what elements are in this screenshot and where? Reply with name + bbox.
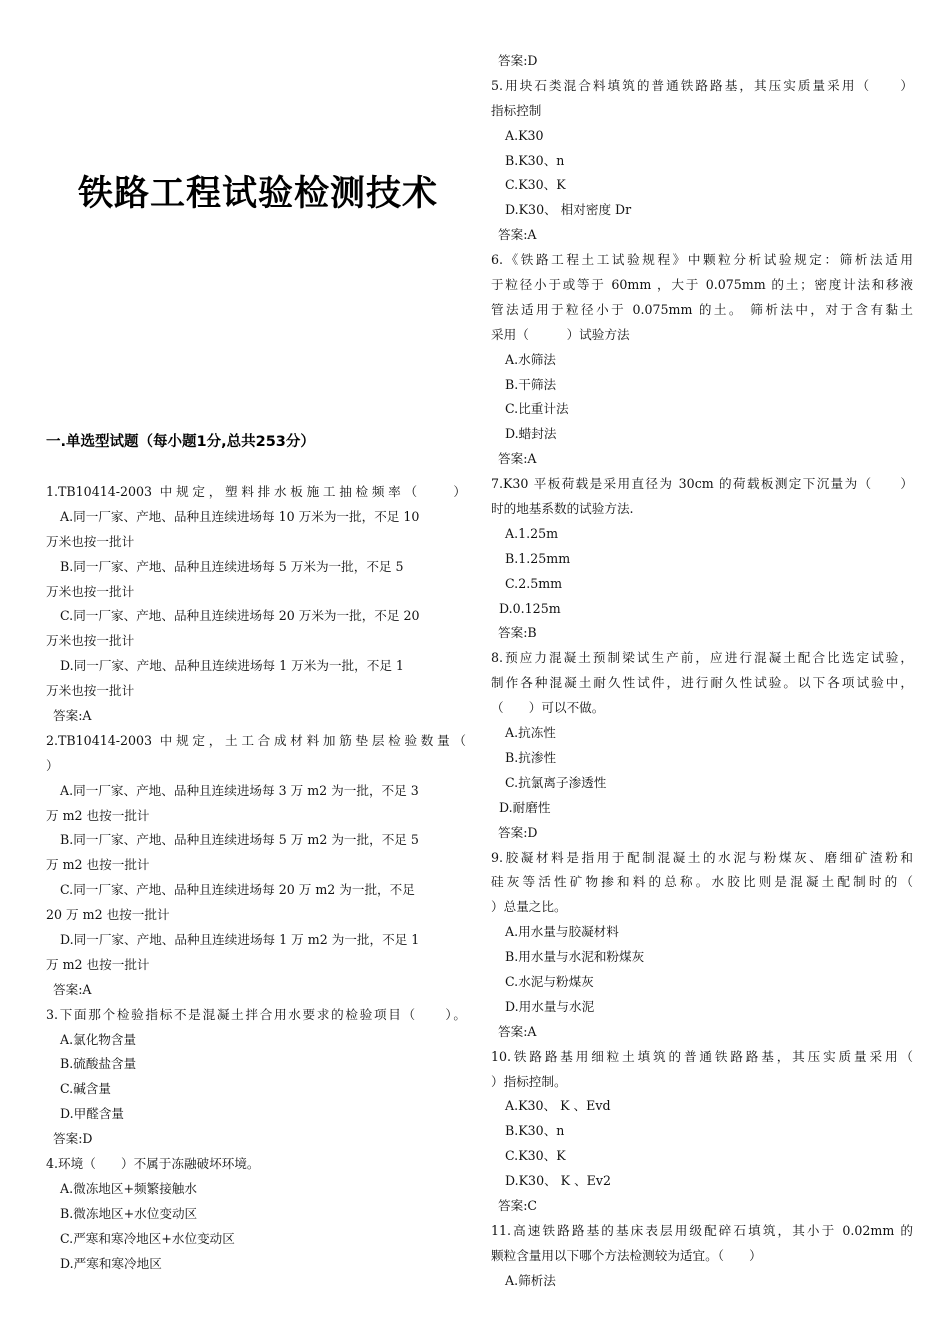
option-line: D.同一厂家、产地、品种且连续进场每 1 万米为一批，不足 1 — [60, 658, 404, 674]
option-line: A.同一厂家、产地、品种且连续进场每 10 万米为一批，不足 10 — [60, 508, 420, 524]
question-line: ）指标控制。 — [491, 1073, 567, 1089]
option-line: B.硫酸盐含量 — [60, 1056, 137, 1072]
left-column — [46, 480, 466, 1277]
option-line: A.K30、 K 、Evd — [505, 1098, 611, 1114]
question-line: 6.《铁路工程土工试验规程》中颗粒分析试验规定：筛析法适用 — [491, 252, 913, 268]
question-line: 采用（ ）试验方法 — [491, 326, 630, 342]
option-line: C.K30、K — [505, 1148, 566, 1164]
option-line: A.水筛法 — [505, 351, 556, 367]
option-line: B.同一厂家、产地、品种且连续进场每 5 万 m2 为一批，不足 5 — [60, 832, 419, 848]
question-line: 7.K30 平板荷载是采用直径为 30cm 的荷载板测定下沉量为（ ） — [491, 476, 913, 492]
question-line: 万米也按一批计 — [46, 533, 135, 549]
question-line: 万米也按一批计 — [46, 583, 135, 599]
question-line: 2.TB10414-2003 中规定，土工合成材料加筋垫层检验数量（ — [46, 732, 466, 748]
answer-line: 答案:D — [498, 824, 538, 840]
option-line: A.氯化物含量 — [60, 1031, 137, 1047]
option-line: D.K30、 K 、Ev2 — [505, 1173, 612, 1189]
option-line: D.0.125m — [499, 600, 561, 616]
option-line: B.1.25mm — [505, 550, 571, 566]
answer-line: 答案:A — [498, 1023, 537, 1039]
option-line: D.蜡封法 — [505, 426, 557, 442]
question-line: 时的地基系数的试验方法. — [491, 501, 634, 517]
document-title: 铁路工程试验检测技术 — [78, 174, 439, 214]
answer-line: 答案:C — [498, 1197, 538, 1213]
answer-line: 答案:D — [53, 1131, 93, 1147]
option-line: C.比重计法 — [505, 401, 569, 417]
option-line: B.用水量与水泥和粉煤灰 — [505, 949, 645, 965]
option-line: D.耐磨性 — [499, 799, 551, 815]
question-line: 3.下面那个检验指标不是混凝土拌合用水要求的检验项目（ ）。 — [46, 1006, 466, 1022]
option-line: A.用水量与胶凝材料 — [505, 924, 619, 940]
answer-line: 答案:D — [498, 53, 538, 68]
option-line: B.同一厂家、产地、品种且连续进场每 5 万米为一批，不足 5 — [60, 558, 404, 574]
question-line: 管法适用于粒径小于 0.075mm 的土。 筛析法中，对于含有黏土 — [491, 301, 913, 317]
answer-line: 答案:B — [498, 625, 537, 641]
question-line: 万 m2 也按一批计 — [46, 956, 150, 972]
question-line: 4.环境（ ）不属于冻融破坏环境。 — [46, 1156, 260, 1172]
question-line: 10.铁路路基用细粒土填筑的普通铁路路基，其压实质量采用（ — [491, 1048, 913, 1064]
question-line: 1.TB10414-2003 中规定，塑料排水板施工抽检频率（ ） — [46, 484, 466, 499]
option-line: C.抗氯离子渗透性 — [505, 774, 607, 790]
option-line: B.干筛法 — [505, 376, 557, 392]
question-line: 5.用块石类混合料填筑的普通铁路路基，其压实质量采用（ ） — [491, 77, 913, 93]
question-line: 万 m2 也按一批计 — [46, 807, 150, 823]
answer-line: 答案:A — [498, 227, 537, 243]
question-line: 11.高速铁路路基的基床表层用级配碎石填筑，其小于 0.02mm 的 — [491, 1222, 913, 1238]
option-line: D.K30、 相对密度 Dr — [505, 202, 632, 218]
option-line: B.微冻地区+水位变动区 — [60, 1205, 198, 1221]
option-line: A.同一厂家、产地、品种且连续进场每 3 万 m2 为一批，不足 3 — [60, 782, 419, 798]
question-line: 9.胶凝材料是指用于配制混凝土的水泥与粉煤灰、磨细矿渣粉和 — [491, 849, 913, 865]
question-line: 万米也按一批计 — [46, 683, 135, 699]
option-line: A.筛析法 — [505, 1272, 556, 1288]
answer-line: 答案:A — [53, 981, 92, 997]
option-line: A.微冻地区+频繁接触水 — [60, 1180, 197, 1196]
option-line: B.K30、n — [505, 152, 565, 168]
question-line: 万 m2 也按一批计 — [46, 857, 150, 873]
option-line: D.甲醛含量 — [60, 1106, 125, 1122]
option-line: D.同一厂家、产地、品种且连续进场每 1 万 m2 为一批，不足 1 — [60, 932, 420, 948]
option-line: B.抗渗性 — [505, 749, 557, 765]
question-line: 于粒径小于或等于 60mm ，大于 0.075mm 的土；密度计法和移液 — [491, 277, 913, 293]
question-line: ） — [46, 757, 59, 773]
option-line: C.碱含量 — [60, 1081, 111, 1097]
option-line: C.严寒和寒冷地区+水位变动区 — [60, 1230, 235, 1246]
option-line: D.严寒和寒冷地区 — [60, 1255, 162, 1271]
option-line: A.抗冻性 — [505, 725, 556, 741]
right-column — [491, 49, 913, 1294]
question-line: 20 万 m2 也按一批计 — [46, 907, 170, 923]
question-line: 8.预应力混凝土预制梁试生产前，应进行混凝土配合比选定试验， — [491, 650, 913, 666]
answer-line: 答案:A — [53, 708, 92, 724]
option-line: C.同一厂家、产地、品种且连续进场每 20 万 m2 为一批，不足 — [60, 882, 415, 898]
section-heading: 一.单选型试题（每小题1分,总共253分） — [46, 434, 315, 450]
option-line: C.2.5mm — [505, 575, 563, 591]
option-line: A.K30 — [505, 127, 544, 143]
answer-line: 答案:A — [498, 451, 537, 467]
question-line: 制作各种混凝土耐久性试件，进行耐久性试验。以下各项试验中， — [491, 675, 913, 691]
option-line: D.用水量与水泥 — [505, 998, 595, 1014]
question-line: 万米也按一批计 — [46, 633, 135, 649]
option-line: C.水泥与粉煤灰 — [505, 973, 594, 989]
option-line: B.K30、n — [505, 1123, 565, 1139]
option-line: C.K30、K — [505, 177, 566, 193]
option-line: C.同一厂家、产地、品种且连续进场每 20 万米为一批，不足 20 — [60, 608, 420, 624]
question-line: ）总量之比。 — [491, 899, 567, 915]
question-line: 硅灰等活性矿物掺和料的总称。水胶比则是混凝土配制时的（ — [491, 874, 913, 890]
option-line: A.1.25m — [505, 525, 559, 541]
question-line: 指标控制 — [491, 102, 542, 118]
question-line: 颗粒含量用以下哪个方法检测较为适宜。（ ） — [491, 1247, 762, 1263]
question-line: （ ）可以不做。 — [491, 700, 605, 716]
